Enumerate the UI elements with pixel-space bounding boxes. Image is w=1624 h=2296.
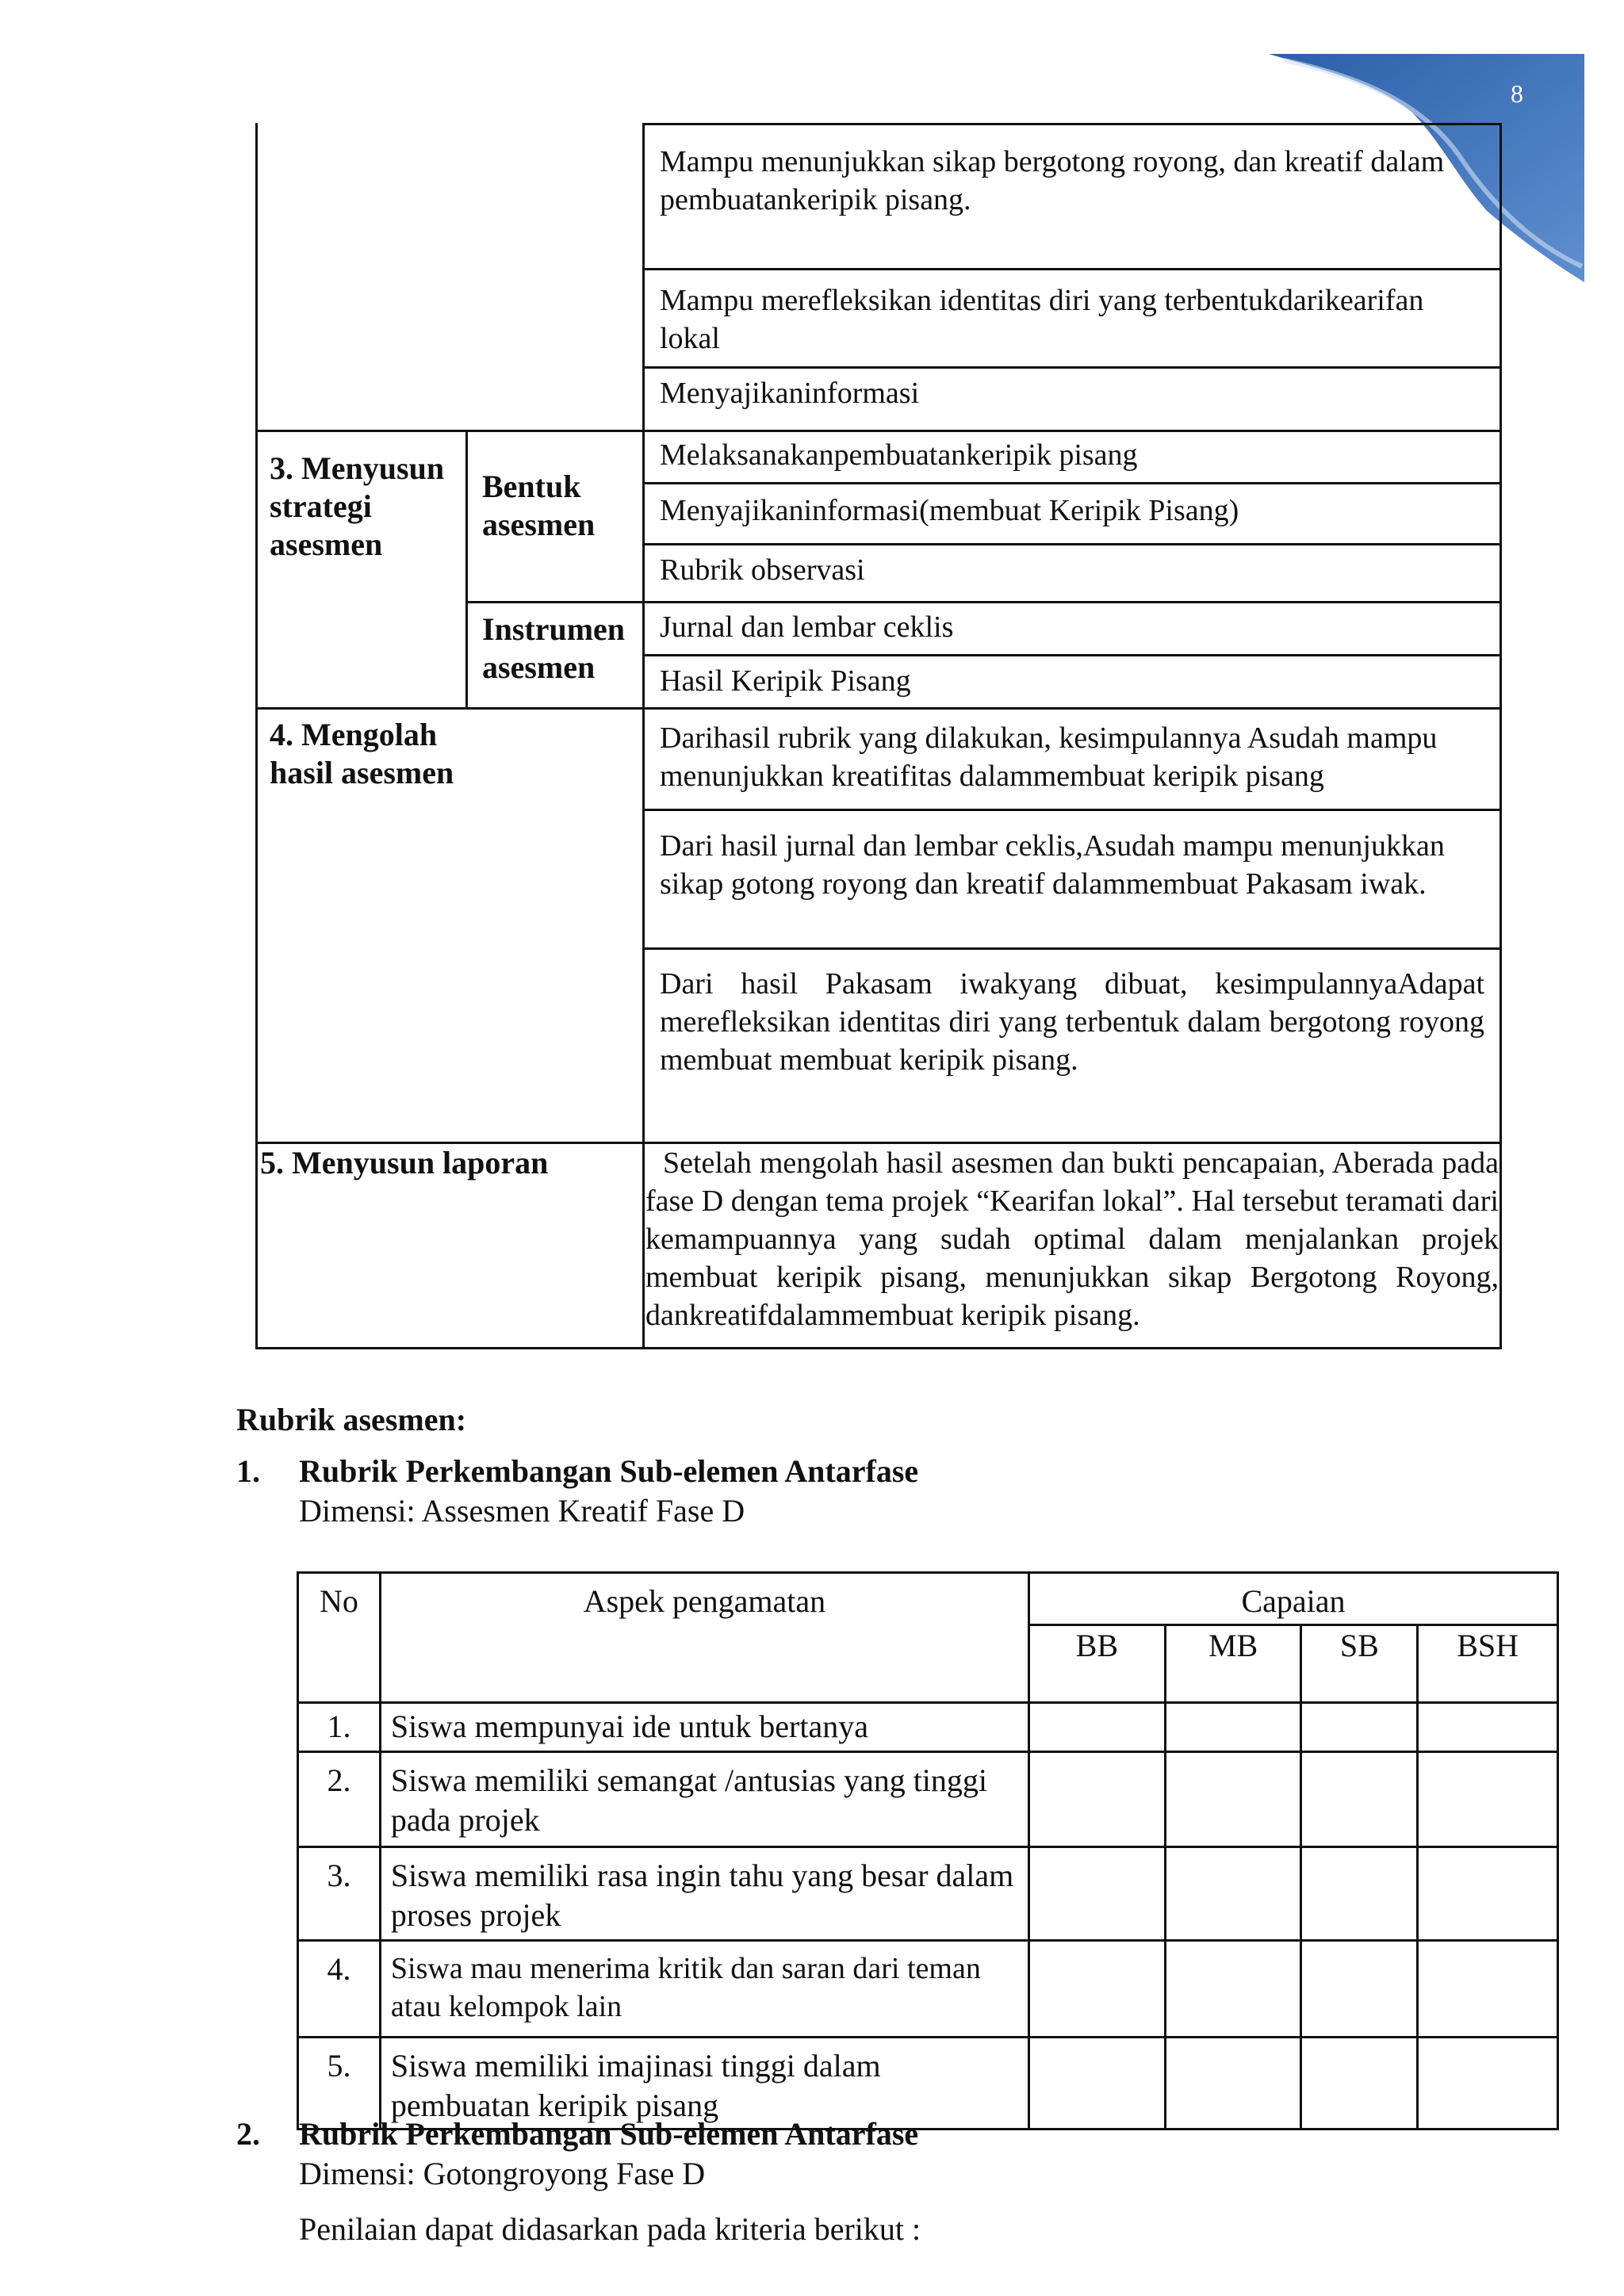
section-2-title: Rubrik Perkembangan Sub-elemen Antarfase xyxy=(299,2116,919,2152)
bentuk-item-1: Melaksanakanpembuatankeripik pisang xyxy=(660,438,1138,472)
table-row xyxy=(298,1941,1558,2038)
section-2-note: Penilaian dapat didasarkan pada kriteria berikut : xyxy=(299,2211,921,2247)
hasil-item-3: Dari hasil Pakasam iwakyang dibuat, kesimpulannyaAdapat merefleksikan identitas diri yang terbentuk dalam bergotong royong membuat membuat keripik pisang. xyxy=(660,967,1484,1077)
row-aspek: Siswa memiliki rasa ingin tahu yang besar dalam proses projek xyxy=(380,1847,1028,1941)
check-cell[interactable] xyxy=(1165,2038,1301,2130)
instrumen-asesmen-label: Instrumen asesmen xyxy=(482,611,626,685)
page-number: 8 xyxy=(1511,79,1523,108)
hasil-item-2: Dari hasil jurnal dan lembar ceklis,Asudah mampu menunjukkan sikap gotong royong dan kreatif dalammembuat Pakasam iwak. xyxy=(660,829,1445,901)
top-row-3: Menyajikaninformasi xyxy=(660,377,920,410)
check-cell[interactable] xyxy=(1165,1847,1301,1941)
check-cell[interactable] xyxy=(1029,1847,1166,1941)
col-no-header: No xyxy=(298,1573,381,1703)
check-cell[interactable] xyxy=(1418,1847,1558,1941)
top-row-1: Mampu menunjukkan sikap bergotong royong, dan kreatif dalam pembuatankeripik pisang. xyxy=(660,145,1445,216)
check-cell[interactable] xyxy=(1165,1752,1301,1847)
check-cell[interactable] xyxy=(1029,1703,1166,1752)
hasil-item-1: Darihasil rubrik yang dilakukan, kesimpulannya Asudah mampu menunjukkan kreatifitas dalammembuat keripik pisang xyxy=(660,721,1438,793)
table-row xyxy=(298,1752,1558,1847)
row-aspek: Siswa mau menerima kritik dan saran dari teman atau kelompok lain xyxy=(380,1941,1028,2038)
bentuk-asesmen-label: Bentuk asesmen xyxy=(482,469,596,542)
bentuk-item-2: Menyajikaninformasi(membuat Keripik Pisang) xyxy=(660,494,1239,527)
check-cell[interactable] xyxy=(1165,1703,1301,1752)
row-aspek: Siswa memiliki semangat /antusias yang tinggi pada projek xyxy=(380,1752,1028,1847)
laporan-text: Setelah mengolah hasil asesmen dan bukti pencapaian, Aberada pada fase D dengan tema projek “Kearifan lokal”. Hal tersebut teramati dari kemampuannya yang sudah optimal dalam menjalankan projek membuat keripik pisang, menunjukkan sikap Bergotong Royong, dankreatifdalammembuat keripik pisang. xyxy=(645,1146,1499,1332)
row-number: 1. xyxy=(298,1703,381,1752)
check-cell[interactable] xyxy=(1165,1941,1301,2038)
col-capaian-header: Capaian xyxy=(1029,1573,1558,1625)
level-bsh: BSH xyxy=(1418,1625,1558,1703)
check-cell[interactable] xyxy=(1029,1752,1166,1847)
step-3-label: 3. Menyusun strategi asesmen xyxy=(270,450,445,562)
level-sb: SB xyxy=(1301,1625,1418,1703)
check-cell[interactable] xyxy=(1029,2038,1166,2130)
rubrik-heading: Rubrik asesmen: xyxy=(236,1402,467,1437)
row-number: 2. xyxy=(298,1752,381,1847)
table-row xyxy=(298,1703,1558,1752)
section-2-number: 2. xyxy=(236,2116,260,2152)
check-cell[interactable] xyxy=(1418,1703,1558,1752)
table-row xyxy=(298,1847,1558,1941)
check-cell[interactable] xyxy=(1418,1752,1558,1847)
check-cell[interactable] xyxy=(1301,1941,1418,2038)
step-5-label: 5. Menyusun laporan xyxy=(260,1145,549,1181)
check-cell[interactable] xyxy=(1301,1847,1418,1941)
row-number: 4. xyxy=(298,1941,381,2038)
check-cell[interactable] xyxy=(1301,1752,1418,1847)
section-1-number: 1. xyxy=(236,1453,260,1489)
bentuk-item-3: Rubrik observasi xyxy=(660,553,865,587)
level-mb: MB xyxy=(1165,1625,1301,1703)
assessment-strategy-table xyxy=(255,123,1502,1349)
row-number: 3. xyxy=(298,1847,381,1941)
row-aspek: Siswa mempunyai ide untuk bertanya xyxy=(380,1703,1028,1752)
check-cell[interactable] xyxy=(1029,1941,1166,2038)
row-aspek: Siswa memiliki imajinasi tinggi dalam pembuatan keripik pisang xyxy=(380,2038,1028,2130)
col-aspek-header: Aspek pengamatan xyxy=(380,1573,1028,1703)
row-number: 5. xyxy=(298,2038,381,2130)
check-cell[interactable] xyxy=(1418,1941,1558,2038)
section-1-title: Rubrik Perkembangan Sub-elemen Antarfase xyxy=(299,1453,919,1489)
section-2-subtitle: Dimensi: Gotongroyong Fase D xyxy=(299,2156,706,2191)
instrumen-item-1: Jurnal dan lembar ceklis xyxy=(660,610,954,644)
rubric-table xyxy=(297,1571,1559,2130)
step-4-label: 4. Mengolah hasil asesmen xyxy=(270,717,454,790)
check-cell[interactable] xyxy=(1301,2038,1418,2130)
level-bb: BB xyxy=(1029,1625,1166,1703)
section-1-subtitle: Dimensi: Assesmen Kreatif Fase D xyxy=(299,1493,745,1529)
top-row-2: Mampu merefleksikan identitas diri yang terbentukdarikearifan lokal xyxy=(660,284,1424,355)
instrumen-item-2: Hasil Keripik Pisang xyxy=(660,664,911,698)
check-cell[interactable] xyxy=(1418,2038,1558,2130)
check-cell[interactable] xyxy=(1301,1703,1418,1752)
